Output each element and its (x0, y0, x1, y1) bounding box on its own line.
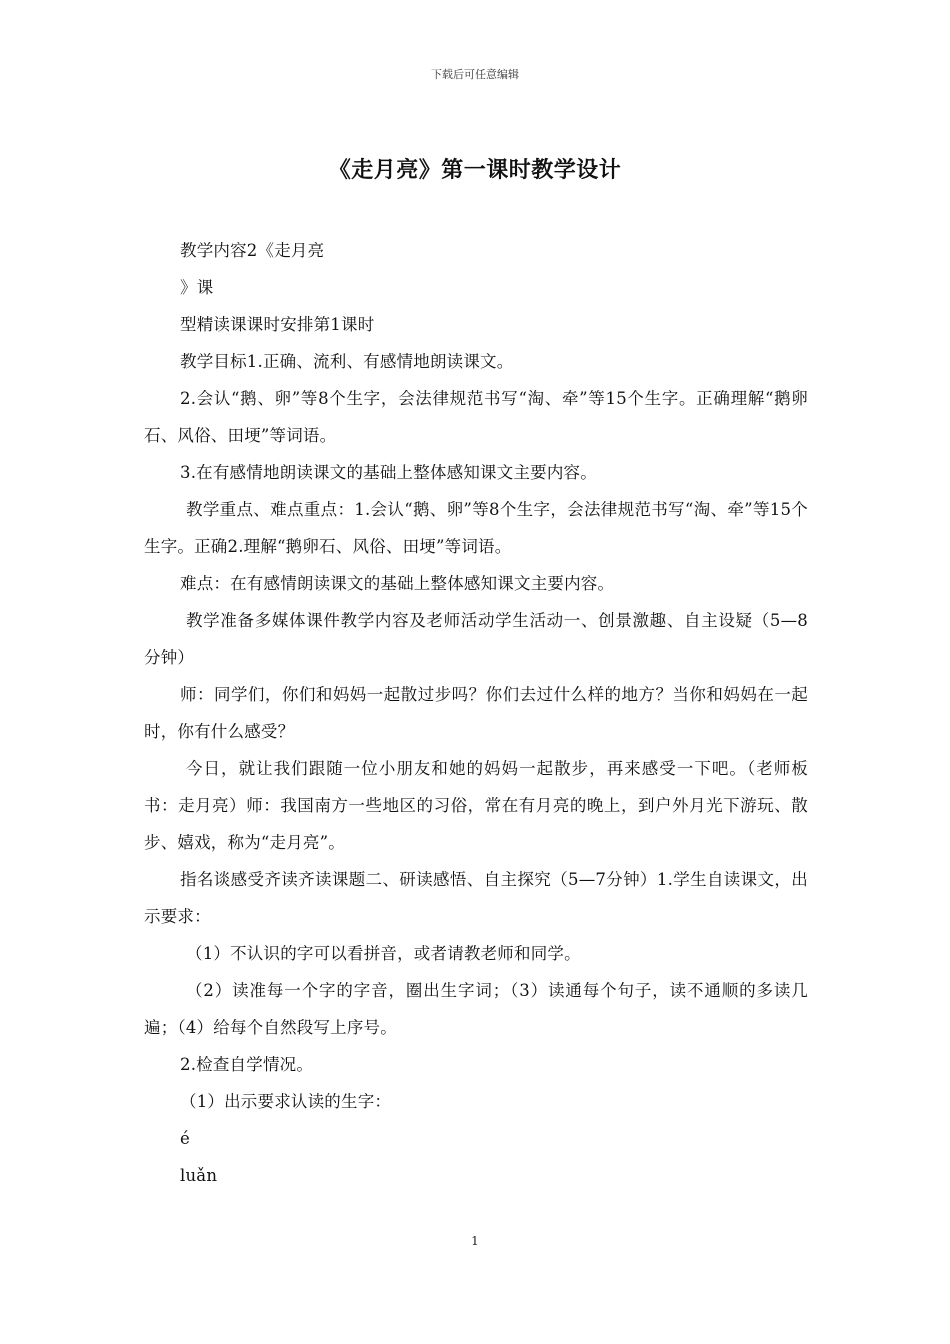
paragraph-requirement-2-4: （2）读准每一个字的字音，圈出生字词；（3）读通每个句子，读不通顺的多读几遍；（4）给每个自然段写上序号。 (144, 981, 808, 1037)
paragraph-check-study: 2.检查自学情况。 (180, 1055, 314, 1074)
page-number: 1 (471, 1234, 479, 1248)
paragraph-preparation: 教学准备多媒体课件教学内容及老师活动学生活动一、创景激趣、自主设疑（5—8分钟） (144, 611, 808, 667)
paragraph-teacher-question: 师：同学们，你们和妈妈一起散过步吗？你们去过什么样的地方？当你和妈妈在一起时，你有什么感受？ (144, 685, 808, 741)
document-title: 《走月亮》第一课时教学设计 (328, 157, 622, 183)
paragraph-lesson-label: 》课 (180, 278, 214, 297)
pinyin-e: é (180, 1129, 190, 1148)
paragraph-lesson-type: 型精读课课时安排第1课时 (180, 315, 375, 334)
header-note: 下载后可任意编辑 (431, 68, 519, 81)
paragraph-key-points: 教学重点、难点重点：1.会认“鹅、卵”等8个生字，会法律规范书写“淘、牵”等15个生字。正确2.理解“鹅卵石、风俗、田埂”等词语。 (144, 500, 808, 556)
paragraph-self-reading: 指名谈感受齐读齐读课题二、研读感悟、自主探究（5—7分钟）1.学生自读课文，出示要求： (144, 870, 808, 926)
paragraph-goal-2: 2.会认“鹅、卵”等8个生字，会法律规范书写“淘、牵”等15个生字。正确理解“鹅卵石、风俗、田埂”等词语。 (144, 389, 808, 445)
paragraph-show-characters: （1）出示要求认读的生字： (180, 1092, 392, 1111)
paragraph-difficulty: 难点：在有感情朗读课文的基础上整体感知课文主要内容。 (180, 574, 615, 593)
paragraph-introduction: 今日，就让我们跟随一位小朋友和她的妈妈一起散步，再来感受一下吧。（老师板书：走月亮）师：我国南方一些地区的习俗，常在有月亮的晚上，到户外月光下游玩、散步、嬉戏，称为“走月亮”。 (144, 759, 808, 852)
document-body (144, 232, 808, 1194)
paragraph-requirement-1: （1）不认识的字可以看拼音，或者请教老师和同学。 (186, 944, 581, 963)
paragraph-teaching-content: 教学内容2《走月亮 (180, 241, 325, 260)
paragraph-goal-3: 3.在有感情地朗读课文的基础上整体感知课文主要内容。 (180, 463, 597, 482)
pinyin-luan: luǎn (180, 1166, 218, 1185)
paragraph-goal-1: 教学目标1.正确、流利、有感情地朗读课文。 (180, 352, 514, 371)
